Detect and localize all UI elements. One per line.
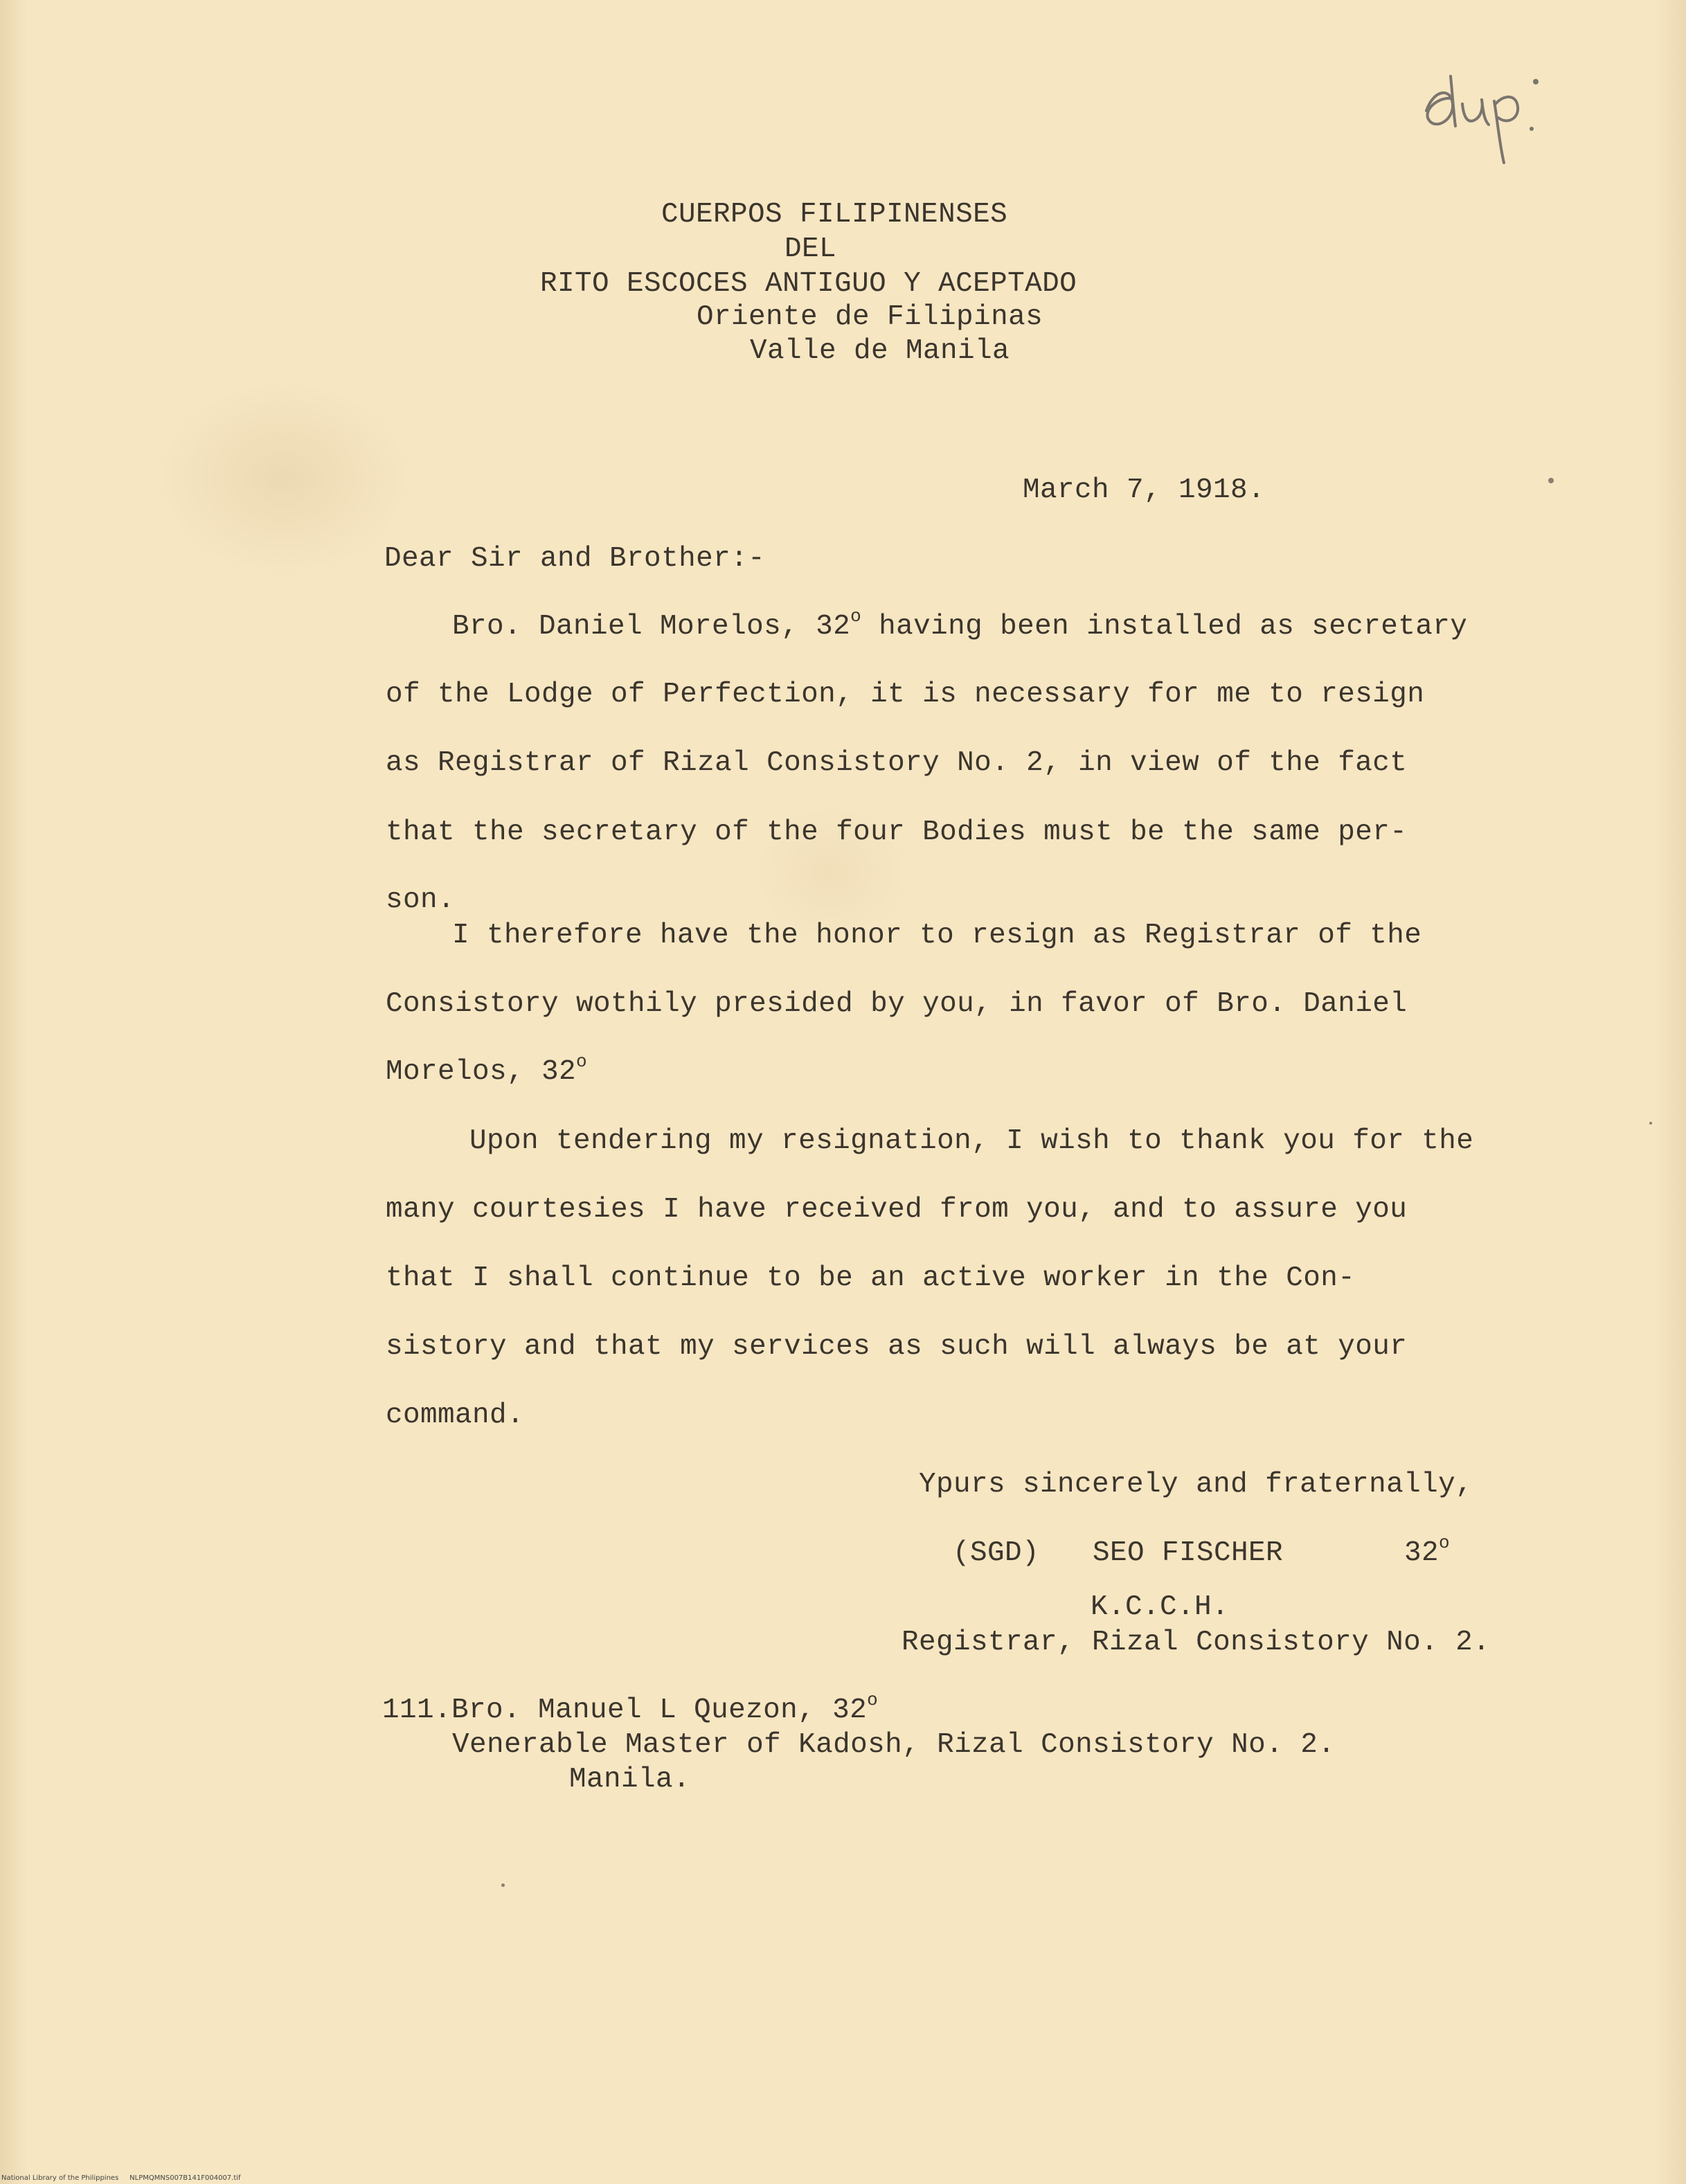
signature-title: Registrar, Rizal Consistory No. 2. (902, 1627, 1491, 1658)
addressee-line-1 (382, 1690, 879, 1726)
letterhead-line-2: DEL (784, 233, 837, 265)
body-p2-line-1: I therefore have the honor to resign as Registrar of the (452, 920, 1422, 951)
paper-speck (1649, 1122, 1652, 1125)
body-p3-line-1: Upon tendering my resignation, I wish to thank you for the (469, 1125, 1474, 1157)
body-p1-line-5: son. (386, 884, 456, 916)
salutation: Dear Sir and Brother:- (384, 543, 766, 575)
handwritten-note-dup (1413, 48, 1558, 173)
body-text: Bro. Daniel Morelos, 32 (452, 611, 851, 643)
degree-symbol: o (576, 1051, 588, 1072)
addressee-name: 111.Bro. Manuel L Quezon, 32 (382, 1694, 868, 1726)
addressee-line-2: Venerable Master of Kadosh, Rizal Consistory No. 2. (452, 1729, 1336, 1761)
letterhead-line-5: Valle de Manila (750, 335, 1010, 367)
signature-sgd: (SGD) (953, 1537, 1040, 1569)
letterhead-line-3: RITO ESCOCES ANTIGUO Y ACEPTADO (540, 268, 1077, 300)
signature-degree (1404, 1532, 1451, 1569)
signature-name: SEO FISCHER (1093, 1537, 1284, 1569)
body-p3-line-2: many courtesies I have received from you, and to assure you (386, 1194, 1408, 1226)
body-p1-line-3: as Registrar of Rizal Consistory No. 2, in view of the fact (386, 747, 1408, 779)
letterhead-line-1: CUERPOS FILIPINENSES (661, 199, 1008, 231)
degree-symbol: o (1439, 1532, 1451, 1553)
letter-date: March 7, 1918. (1023, 474, 1266, 506)
closing: Ypurs sincerely and fraternally, (919, 1469, 1473, 1501)
degree-symbol: o (867, 1690, 879, 1710)
body-p3-line-3: that I shall continue to be an active worker in the Con- (386, 1262, 1356, 1294)
paper-speck (501, 1883, 505, 1887)
paper-speck (1548, 478, 1554, 483)
addressee-line-3: Manila. (569, 1764, 691, 1796)
body-p2-line-3 (386, 1051, 588, 1088)
scan-caption: National Library of the Philippines NLPMQMNS007B141F004007.tif (1, 2174, 241, 2182)
signature-degree-number: 32 (1404, 1537, 1440, 1569)
body-p3-line-4: sistory and that my services as such will always be at your (386, 1331, 1408, 1363)
body-p3-line-5: command. (386, 1399, 525, 1431)
body-p1-line-1 (452, 606, 1468, 643)
body-p1-line-2: of the Lodge of Perfection, it is necessary for me to resign (386, 679, 1425, 710)
letterhead-line-4: Oriente de Filipinas (697, 301, 1043, 333)
body-text: having been installed as secretary (861, 611, 1468, 643)
body-text: Morelos, 32 (386, 1056, 577, 1088)
degree-symbol: o (850, 606, 862, 627)
body-p2-line-2: Consistory wothily presided by you, in favor of Bro. Daniel (386, 988, 1408, 1020)
body-p1-line-4: that the secretary of the four Bodies must be the same per- (386, 816, 1408, 848)
signature-honor: K.C.C.H. (1091, 1591, 1230, 1623)
